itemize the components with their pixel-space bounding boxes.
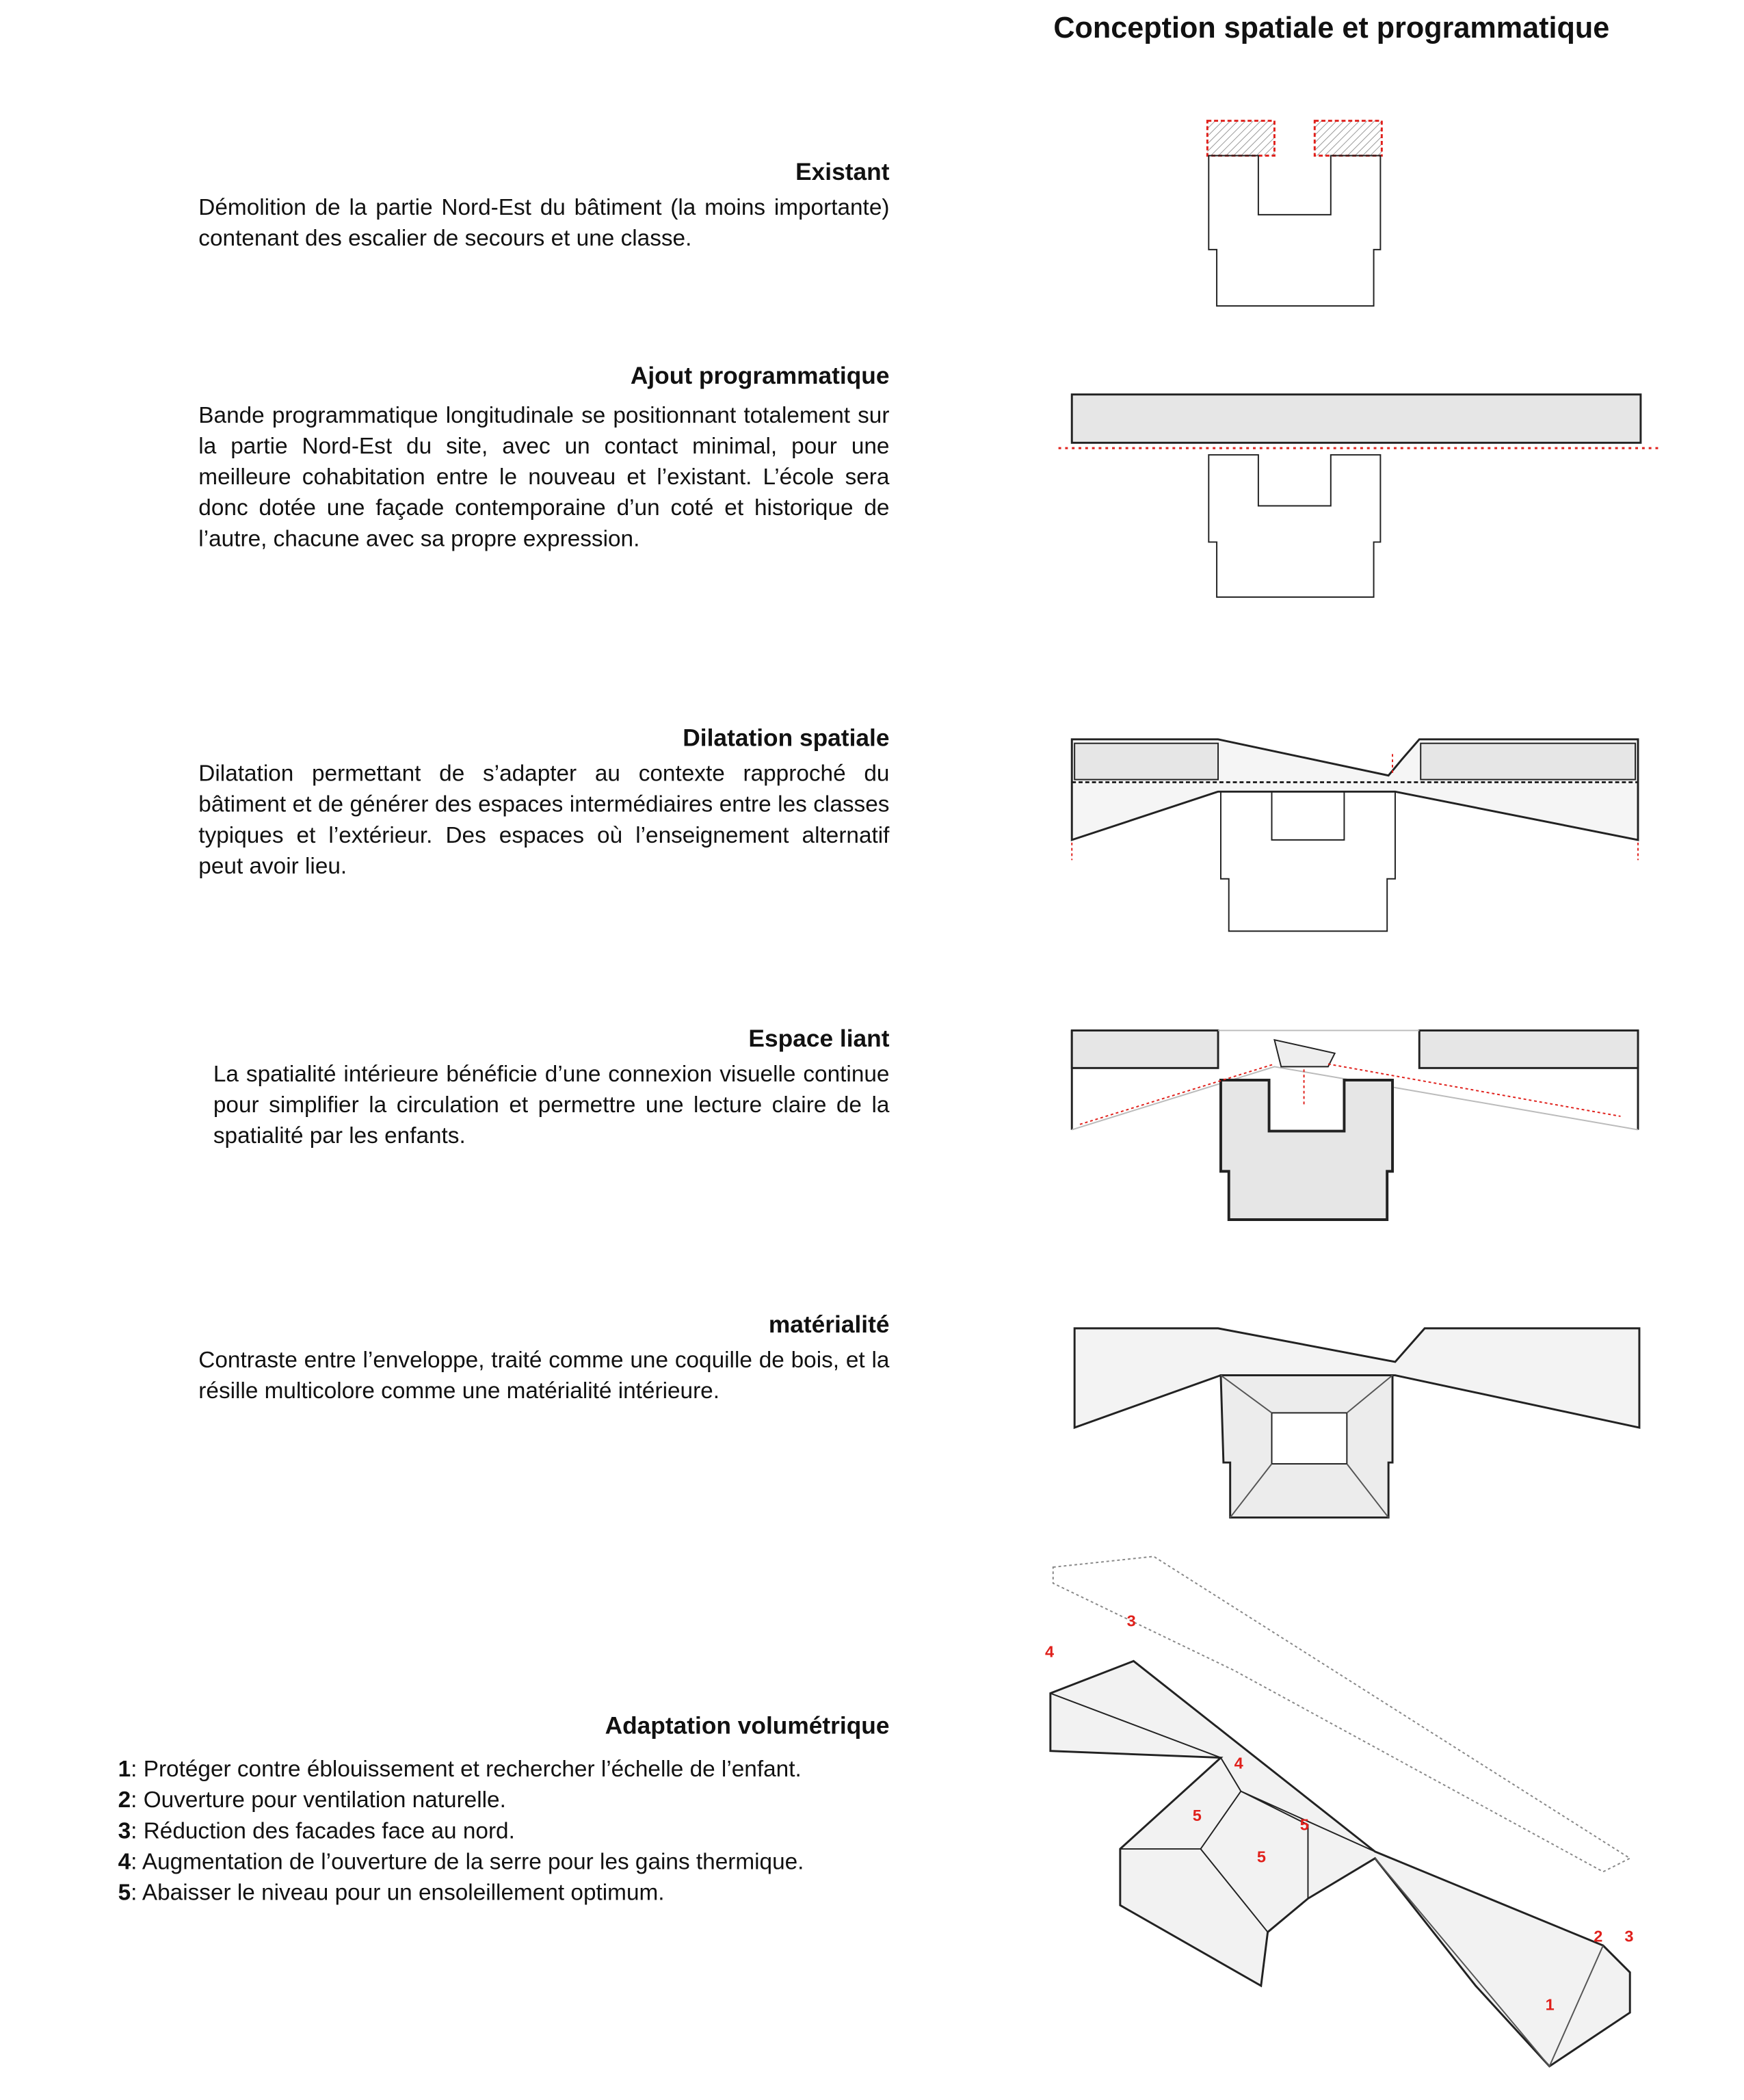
building-outline: [1208, 156, 1380, 306]
section-text: La spatialité intérieure bénéficie d’une connexion visuelle continue pour simplifier la circulation et permettre une lecture claire de la spatialité par les enfants.: [213, 1061, 890, 1149]
svg-text:5: 5: [1192, 1806, 1202, 1824]
section-heading: matérialité: [768, 1311, 890, 1338]
diagram-dilatation: [1072, 739, 1638, 931]
section-text: Bande programmatique longitudinale se positionnant totalement sur la partie Nord-Est du site, avec un contact minimal, pour une meilleure cohabitation entre le nouveau et l’existant. L’école sera donc dotée une façade contemporaine d’un coté et historique de l’autre, chacune avec sa propre expression.: [198, 402, 890, 552]
svg-text:1: 1: [1545, 1995, 1555, 2014]
list-item: 5: Abaisser le niveau pour un ensoleillement optimum.: [118, 1880, 665, 1906]
programme-band: [1072, 395, 1641, 443]
section-heading: Dilatation spatiale: [683, 724, 890, 752]
section-heading: Existant: [795, 158, 890, 185]
svg-text:3: 3: [1126, 1612, 1136, 1630]
diagram-materialite: [1074, 1328, 1639, 1518]
svg-text:4: 4: [1045, 1642, 1055, 1661]
section-text: Démolition de la partie Nord-Est du bâtiment (la moins importante) contenant des escalier de secours et une classe.: [198, 194, 890, 251]
list-item: 4: Augmentation de l’ouverture de la serre pour les gains thermique.: [118, 1848, 804, 1875]
demolished-block: [1207, 121, 1274, 156]
section-heading: Ajout programmatique: [630, 362, 890, 389]
svg-text:3: 3: [1624, 1927, 1634, 1945]
svg-text:5: 5: [1299, 1815, 1309, 1834]
section-text: Dilatation permettant de s’adapter au contexte rapproché du bâtiment et de générer des espaces intermédiaires entre les classes typiques et l’extérieur. Des espaces où l’enseignement alternatif peut avoir lieu.: [198, 761, 890, 879]
list-item: 2: Ouverture pour ventilation naturelle.: [118, 1787, 506, 1813]
diagram-espace-liant: [1072, 1030, 1638, 1220]
diagram-axonometric: [1051, 1556, 1630, 2066]
list-item: 3: Réduction des facades face au nord.: [118, 1817, 515, 1844]
list-item: 1: Protéger contre éblouissement et rechercher l’échelle de l’enfant.: [118, 1756, 802, 1782]
section-heading: Espace liant: [748, 1025, 890, 1052]
building-outline: [1208, 455, 1380, 597]
demolished-block: [1314, 121, 1382, 156]
svg-text:5: 5: [1256, 1848, 1267, 1866]
page-title: Conception spatiale et programmatique: [1053, 10, 1610, 44]
svg-text:2: 2: [1594, 1927, 1603, 1945]
section-heading: Adaptation volumétrique: [605, 1711, 890, 1740]
svg-text:4: 4: [1234, 1754, 1243, 1772]
diagram-existant: [1207, 121, 1382, 306]
diagram-ajout: [1059, 395, 1660, 597]
section-text: Contraste entre l’enveloppe, traité comme une coquille de bois, et la résille multicolore comme une matérialité intérieure.: [198, 1347, 890, 1404]
